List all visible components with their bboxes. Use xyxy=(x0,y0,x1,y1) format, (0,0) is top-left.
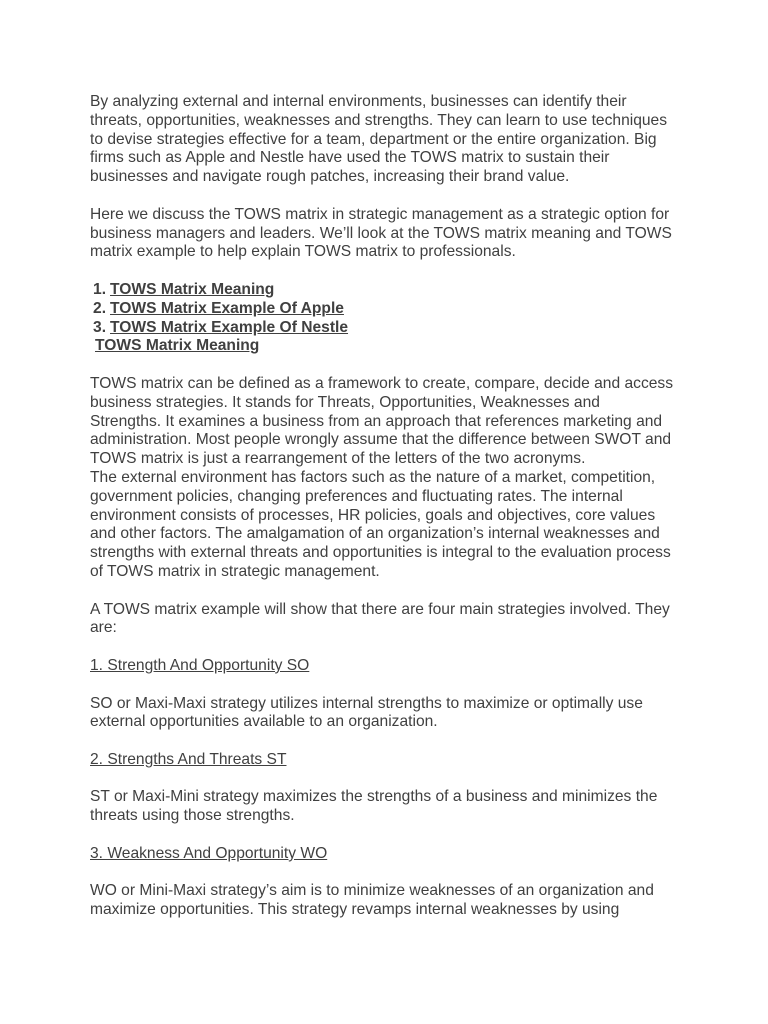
strategy-heading-so: 1. Strength And Opportunity SO xyxy=(90,656,310,674)
strategy-heading-st: 2. Strengths And Threats ST xyxy=(90,750,287,768)
toc-item[interactable] xyxy=(110,281,690,300)
meaning-paragraph-3: A TOWS matrix example will show that there are four main strategies involved. They are: xyxy=(90,600,670,637)
strategy-heading-wo: 3. Weakness And Opportunity WO xyxy=(90,844,328,862)
toc-link-meaning[interactable]: TOWS Matrix Meaning xyxy=(110,280,275,298)
strategy-text-so: SO or Maxi-Maxi strategy utilizes internal strengths to maximize or optimally use external opportunities available to an organization. xyxy=(90,694,643,731)
intro-paragraph-2: Here we discuss the TOWS matrix in strategic management as a strategic option for business managers and leaders. We’ll look at the TOWS matrix meaning and TOWS matrix example to help explain TOWS matrix to professionals. xyxy=(90,205,672,261)
meaning-paragraph-2: The external environment has factors such as the nature of a market, competition, government policies, changing preferences and fluctuating rates. The internal environment consists of processes, HR policies, goals and objectives, core values and other factors. The amalgamation of an organization’s internal weaknesses and strengths with external threats and opportunities is integral to the evaluation process of TOWS matrix in strategic management. xyxy=(90,468,671,580)
meaning-paragraph-1: TOWS matrix can be defined as a framework to create, compare, decide and access business strategies. It stands for Threats, Opportunities, Weaknesses and Strengths. It examines a business from an approach that references marketing and administration. Most people wrongly assume that the difference between SWOT and TOWS matrix is just a rearrangement of the letters of the two acronyms. xyxy=(90,374,674,468)
toc-item[interactable] xyxy=(110,319,690,338)
intro-paragraph-1: By analyzing external and internal environments, businesses can identify their threats, opportunities, weaknesses and strengths. They can learn to use techniques to devise strategies effective for a team, department or the entire organization. Big firms such as Apple and Nestle have used the TOWS matrix to sustain their businesses and navigate rough patches, increasing their brand value. xyxy=(90,93,668,186)
toc-link-apple[interactable]: TOWS Matrix Example Of Apple xyxy=(110,299,344,317)
table-of-contents xyxy=(90,281,690,337)
strategy-text-wo: WO or Mini-Maxi strategy’s aim is to minimize weaknesses of an organization and maximize opportunities. This strategy revamps internal weaknesses by using xyxy=(90,882,654,919)
section-heading-meaning: TOWS Matrix Meaning xyxy=(95,337,260,355)
document-body xyxy=(90,93,690,920)
toc-item[interactable] xyxy=(110,300,690,319)
toc-link-nestle[interactable]: TOWS Matrix Example Of Nestle xyxy=(110,318,349,336)
strategy-text-st: ST or Maxi-Mini strategy maximizes the strengths of a business and minimizes the threats using those strengths. xyxy=(90,788,658,825)
